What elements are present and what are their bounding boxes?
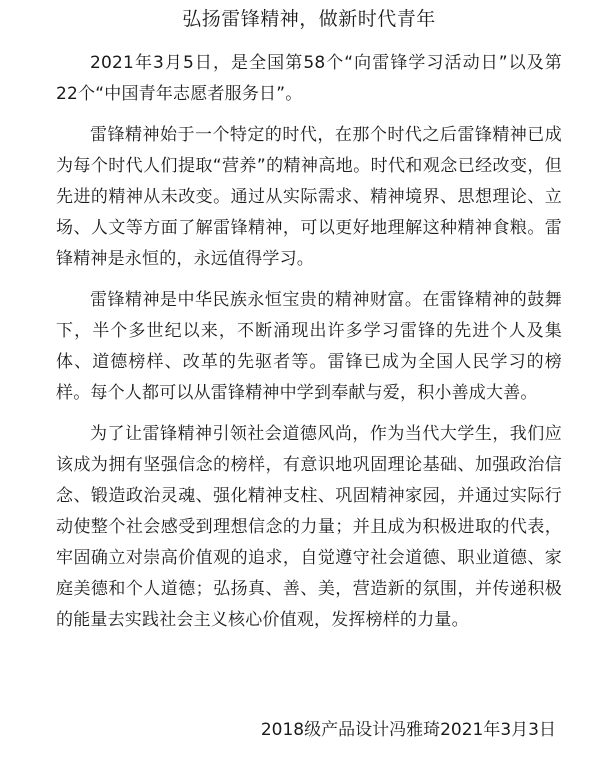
document-title: 弘扬雷锋精神，做新时代青年 [182,8,436,30]
paragraph-3: 雷锋精神是中华民族永恒宝贵的精神财富。在雷锋精神的鼓舞下，半个多世纪以来，不断涌现出许多学习雷锋的先进个人及集体、道德榜样、改革的先驱者等。雷锋已成为全国人民学习的榜样。每个人都可以从雷锋精神中学到奉献与爱，积小善成大善。 [56,290,562,403]
paragraph-1: 2021年3月5日，是全国第58个“向雷锋学习活动日”以及第22个“中国青年志愿者服务日”。 [56,53,562,104]
paragraph-4: 为了让雷锋精神引领社会道德风尚，作为当代大学生，我们应该成为拥有坚强信念的榜样，有意识地巩固理论基础、加强政治信念、锻造政治灵魂、强化精神支柱、巩固精神家园，并通过实际行动使整个社会感受到理想信念的力量；并且成为积极进取的代表，牢固确立对崇高价值观的追求，自觉遵守社会道德、职业道德、家庭美德和个人道德；弘扬真、善、美，营造新的氛围，并传递积极的能量去实践社会主义核心价值观，发挥榜样的力量。 [56,424,562,630]
paragraph-2: 雷锋精神始于一个特定的时代，在那个时代之后雷锋精神已成为每个时代人们提取“营养”的精神高地。时代和观念已经改变，但先进的精神从未改变。通过从实际需求、精神境界、思想理论、立场、人文等方面了解雷锋精神，可以更好地理解这种精神食粮。雷锋精神是永恒的，永远值得学习。 [56,125,562,269]
author-signature: 2018级产品设计冯雅琦2021年3月3日 [260,720,556,740]
